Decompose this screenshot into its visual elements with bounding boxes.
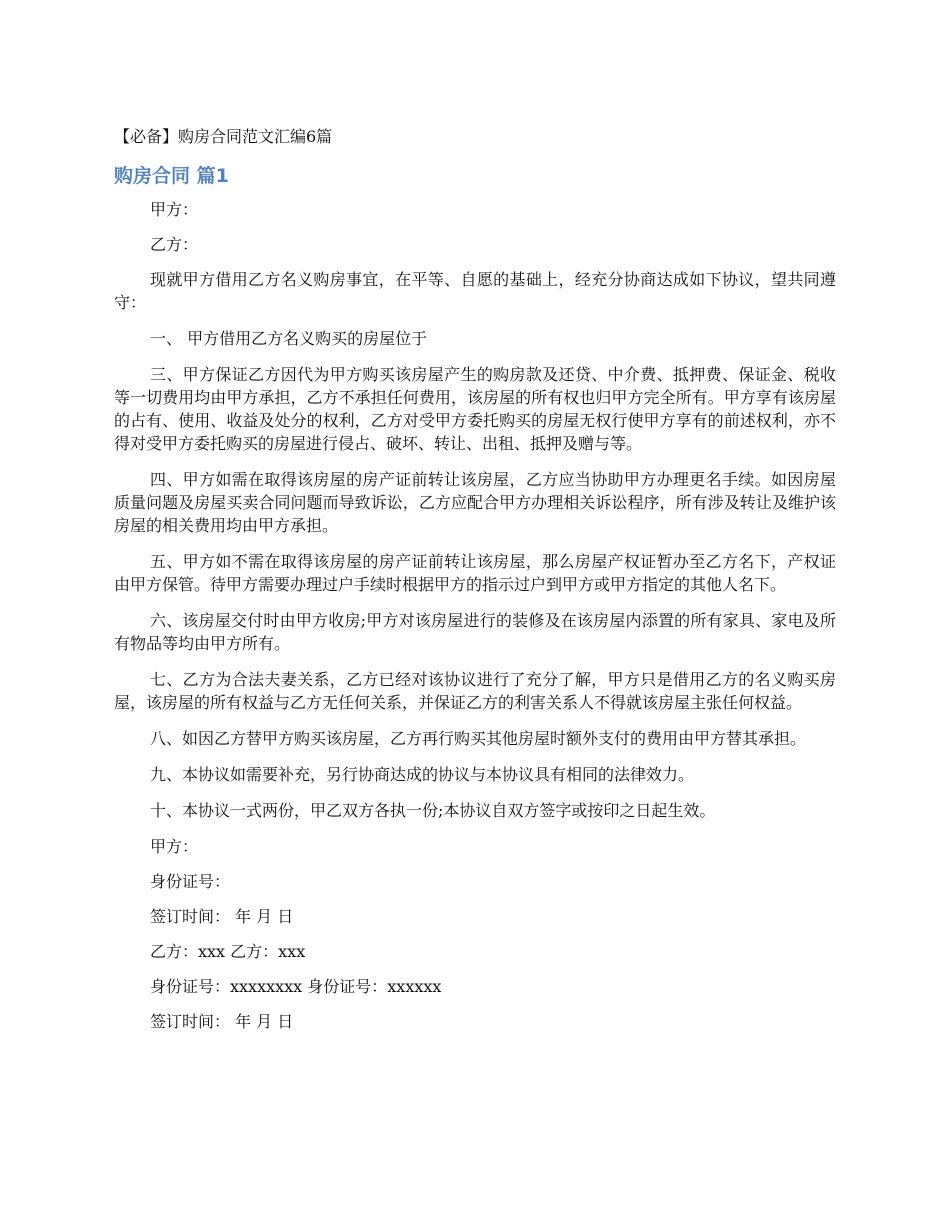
document-title: 【必备】购房合同范文汇编6篇 <box>114 127 333 146</box>
clause-4-paragraph: 四、甲方如需在取得该房屋的房产证前转让该房屋，乙方应当协助甲方办理更名手续。如因房屋质量问题及房屋买卖合同问题而导致诉讼，乙方应配合甲方办理相关诉讼程序，所有涉及转让及维护该房屋的相关费用均由甲方承担。 <box>114 470 836 535</box>
party-a-label: 甲方： <box>150 200 199 219</box>
signature-date: 签订时间： 年 月 日 <box>150 907 294 926</box>
clause-7-paragraph: 七、乙方为合法夫妻关系，乙方已经对该协议进行了充分了解，甲方只是借用乙方的名义购买房屋，该房屋的所有权益与乙方无任何关系，并保证乙方的利害关系人不得就该房屋主张任何权益。 <box>114 670 836 712</box>
clause-1-paragraph: 一、 甲方借用乙方名义购买的房屋位于 <box>150 329 428 348</box>
signature-party-a: 甲方： <box>150 837 199 856</box>
document-page <box>114 124 836 1045</box>
signature-id-numbers: 身份证号：xxxxxxxx 身份证号：xxxxxx <box>150 977 442 996</box>
party-b-label: 乙方： <box>150 235 199 254</box>
signature-date-2: 签订时间： 年 月 日 <box>150 1012 294 1031</box>
section-heading: 购房合同 篇1 <box>114 165 229 187</box>
clause-3-paragraph: 三、甲方保证乙方因代为甲方购买该房屋产生的购房款及还贷、中介费、抵押费、保证金、税收等一切费用均由甲方承担，乙方不承担任何费用，该房屋的所有权也归甲方完全所有。甲方享有该房屋的占有、使用、收益及处分的权利，乙方对受甲方委托购买的房屋无权行使甲方享有的前述权利，亦不得对受甲方委托购买的房屋进行侵占、破坏、转让、出租、抵押及赠与等。 <box>114 365 836 453</box>
clause-9-paragraph: 九、本协议如需要补充，另行协商达成的协议与本协议具有相同的法律效力。 <box>150 765 695 784</box>
preamble-paragraph: 现就甲方借用乙方名义购房事宜，在平等、自愿的基础上，经充分协商达成如下协议，望共同遵守： <box>114 270 836 312</box>
signature-party-b: 乙方：xxx 乙方：xxx <box>150 942 306 961</box>
signature-id-number: 身份证号： <box>150 872 231 891</box>
clause-6-paragraph: 六、该房屋交付时由甲方收房;甲方对该房屋进行的装修及在该房屋内添置的所有家具、家电及所有物品等均由甲方所有。 <box>114 611 836 653</box>
clause-8-paragraph: 八、如因乙方替甲方购买该房屋，乙方再行购买其他房屋时额外支付的费用由甲方替其承担。 <box>150 729 807 748</box>
clause-5-paragraph: 五、甲方如不需在取得该房屋的房产证前转让该房屋，那么房屋产权证暂办至乙方名下，产权证由甲方保管。待甲方需要办理过户手续时根据甲方的指示过户到甲方或甲方指定的其他人名下。 <box>114 552 836 594</box>
clause-10-paragraph: 十、本协议一式两份，甲乙双方各执一份;本协议自双方签字或按印之日起生效。 <box>150 801 716 820</box>
